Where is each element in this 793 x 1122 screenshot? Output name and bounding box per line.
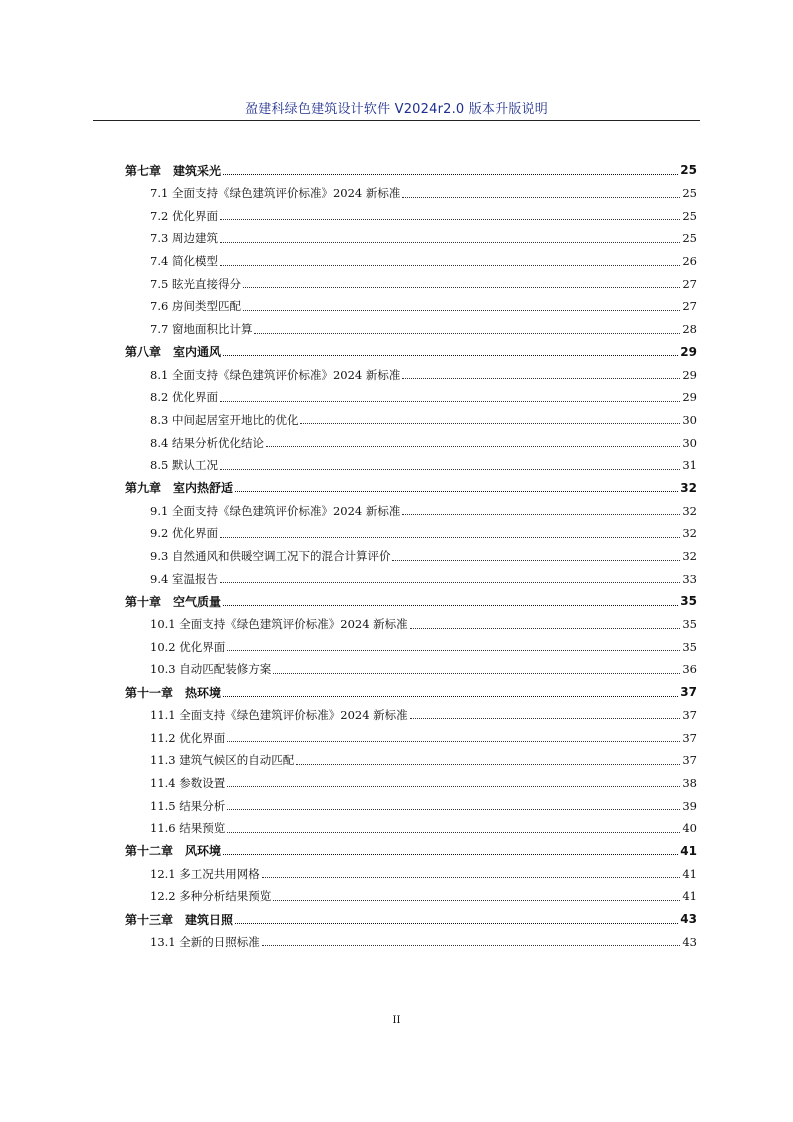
toc-section-entry[interactable] xyxy=(125,272,697,295)
toc-section-entry[interactable] xyxy=(125,522,697,545)
toc-entry-page: 25 xyxy=(682,186,697,201)
toc-entry-page: 25 xyxy=(682,208,697,223)
toc-leader-dots xyxy=(235,923,678,924)
toc-entry-page: 29 xyxy=(682,390,697,405)
toc-entry-page: 30 xyxy=(682,412,697,427)
toc-entry-page: 35 xyxy=(680,594,697,609)
toc-entry-page: 36 xyxy=(682,662,697,677)
toc-entry-page: 28 xyxy=(682,322,697,337)
toc-entry-page: 35 xyxy=(682,639,697,654)
toc-entry-label: 8.4 结果分析优化结论 xyxy=(150,435,264,450)
toc-entry-page: 29 xyxy=(680,344,697,359)
toc-section-entry[interactable] xyxy=(125,204,697,227)
toc-entry-page: 32 xyxy=(682,526,697,541)
toc-leader-dots xyxy=(243,287,680,288)
toc-leader-dots xyxy=(220,401,680,402)
toc-entry-label: 第十三章 建筑日照 xyxy=(125,912,234,927)
toc-section-entry[interactable] xyxy=(125,885,697,908)
toc-entry-label: 7.2 优化界面 xyxy=(150,208,218,223)
toc-leader-dots xyxy=(235,491,678,492)
toc-entry-label: 7.3 周边建筑 xyxy=(150,231,218,246)
toc-entry-page: 37 xyxy=(682,753,697,768)
toc-entry-page: 43 xyxy=(682,934,697,949)
toc-chapter-entry[interactable] xyxy=(125,477,697,500)
toc-leader-dots xyxy=(227,809,680,810)
toc-entry-page: 25 xyxy=(682,231,697,246)
toc-chapter-entry[interactable] xyxy=(125,908,697,931)
toc-section-entry[interactable] xyxy=(125,704,697,727)
toc-entry-label: 第七章 建筑采光 xyxy=(125,163,222,178)
toc-entry-label: 7.6 房间类型匹配 xyxy=(150,299,241,314)
toc-entry-label: 第十章 空气质量 xyxy=(125,594,222,609)
toc-entry-label: 9.1 全面支持《绿色建筑评价标准》2024 新标准 xyxy=(150,503,401,518)
toc-entry-page: 32 xyxy=(682,549,697,564)
toc-entry-page: 39 xyxy=(682,798,697,813)
toc-entry-page: 38 xyxy=(682,775,697,790)
toc-section-entry[interactable] xyxy=(125,431,697,454)
toc-entry-label: 7.5 眩光直接得分 xyxy=(150,276,241,291)
toc-entry-page: 33 xyxy=(682,571,697,586)
toc-entry-page: 41 xyxy=(682,866,697,881)
toc-leader-dots xyxy=(273,673,680,674)
toc-leader-dots xyxy=(223,355,678,356)
toc-entry-label: 第九章 室内热舒适 xyxy=(125,481,234,496)
toc-entry-label: 10.1 全面支持《绿色建筑评价标准》2024 新标准 xyxy=(150,617,408,632)
toc-leader-dots xyxy=(273,900,680,901)
toc-leader-dots xyxy=(262,877,681,878)
toc-entry-page: 32 xyxy=(682,503,697,518)
toc-leader-dots xyxy=(223,174,678,175)
toc-section-entry[interactable] xyxy=(125,749,697,772)
toc-leader-dots xyxy=(410,718,681,719)
toc-chapter-entry[interactable] xyxy=(125,681,697,704)
toc-entry-label: 8.5 默认工况 xyxy=(150,458,218,473)
toc-entry-label: 11.2 优化界面 xyxy=(150,730,226,745)
toc-leader-dots xyxy=(220,219,680,220)
toc-leader-dots xyxy=(220,242,680,243)
toc-leader-dots xyxy=(223,854,678,855)
toc-entry-page: 43 xyxy=(680,912,697,927)
toc-entry-label: 第十一章 热环境 xyxy=(125,685,222,700)
toc-section-entry[interactable] xyxy=(125,930,697,953)
toc-entry-label: 11.1 全面支持《绿色建筑评价标准》2024 新标准 xyxy=(150,707,408,722)
toc-section-entry[interactable] xyxy=(125,567,697,590)
toc-entry-label: 第十二章 风环境 xyxy=(125,844,222,859)
toc-entry-page: 37 xyxy=(682,707,697,722)
table-of-contents xyxy=(125,159,697,953)
toc-entry-label: 11.6 结果预览 xyxy=(150,821,226,836)
toc-chapter-entry[interactable] xyxy=(125,590,697,613)
toc-leader-dots xyxy=(402,514,680,515)
toc-entry-page: 37 xyxy=(680,685,697,700)
toc-section-entry[interactable] xyxy=(125,658,697,681)
toc-section-entry[interactable] xyxy=(125,227,697,250)
toc-entry-page: 40 xyxy=(682,821,697,836)
toc-entry-page: 41 xyxy=(680,843,697,858)
toc-section-entry[interactable] xyxy=(125,726,697,749)
toc-section-entry[interactable] xyxy=(125,363,697,386)
toc-section-entry[interactable] xyxy=(125,817,697,840)
toc-section-entry[interactable] xyxy=(125,409,697,432)
toc-entry-page: 41 xyxy=(682,889,697,904)
toc-entry-label: 12.1 多工况共用网格 xyxy=(150,866,260,881)
toc-section-entry[interactable] xyxy=(125,862,697,885)
toc-section-entry[interactable] xyxy=(125,613,697,636)
toc-section-entry[interactable] xyxy=(125,772,697,795)
toc-leader-dots xyxy=(227,650,680,651)
toc-leader-dots xyxy=(227,741,680,742)
toc-section-entry[interactable] xyxy=(125,545,697,568)
toc-section-entry[interactable] xyxy=(125,454,697,477)
toc-entry-page: 37 xyxy=(682,730,697,745)
header-divider xyxy=(93,120,700,121)
toc-entry-label: 第八章 室内通风 xyxy=(125,345,222,360)
toc-entry-label: 9.2 优化界面 xyxy=(150,526,218,541)
toc-section-entry[interactable] xyxy=(125,318,697,341)
toc-entry-page: 31 xyxy=(682,458,697,473)
toc-section-entry[interactable] xyxy=(125,182,697,205)
toc-section-entry[interactable] xyxy=(125,794,697,817)
toc-leader-dots xyxy=(220,469,680,470)
toc-entry-page: 25 xyxy=(680,163,697,178)
toc-leader-dots xyxy=(262,945,681,946)
toc-entry-page: 32 xyxy=(680,480,697,495)
toc-entry-label: 7.1 全面支持《绿色建筑评价标准》2024 新标准 xyxy=(150,186,401,201)
toc-chapter-entry[interactable] xyxy=(125,840,697,863)
toc-leader-dots xyxy=(410,628,681,629)
toc-entry-label: 7.4 简化模型 xyxy=(150,254,218,269)
toc-leader-dots xyxy=(227,786,680,787)
toc-entry-label: 11.4 参数设置 xyxy=(150,775,226,790)
toc-leader-dots xyxy=(243,310,680,311)
toc-entry-page: 35 xyxy=(682,617,697,632)
toc-section-entry[interactable] xyxy=(125,250,697,273)
toc-leader-dots xyxy=(392,560,680,561)
toc-section-entry[interactable] xyxy=(125,635,697,658)
toc-leader-dots xyxy=(300,423,680,424)
toc-leader-dots xyxy=(223,696,678,697)
toc-entry-page: 30 xyxy=(682,435,697,450)
toc-leader-dots xyxy=(402,197,680,198)
toc-entry-page: 27 xyxy=(682,276,697,291)
page-header-title: 盈建科绿色建筑设计软件 V2024r2.0 版本升版说明 xyxy=(245,102,548,117)
toc-section-entry[interactable] xyxy=(125,499,697,522)
toc-chapter-entry[interactable] xyxy=(125,341,697,364)
toc-leader-dots xyxy=(223,605,678,606)
toc-entry-label: 8.1 全面支持《绿色建筑评价标准》2024 新标准 xyxy=(150,367,401,382)
toc-entry-label: 9.4 室温报告 xyxy=(150,571,218,586)
toc-entry-page: 29 xyxy=(682,367,697,382)
page-number: II xyxy=(392,1015,401,1026)
toc-leader-dots xyxy=(220,582,680,583)
toc-chapter-entry[interactable] xyxy=(125,159,697,182)
toc-leader-dots xyxy=(402,378,680,379)
toc-leader-dots xyxy=(254,333,680,334)
toc-leader-dots xyxy=(220,265,680,266)
toc-entry-label: 12.2 多种分析结果预览 xyxy=(150,889,272,904)
toc-entry-label: 7.7 窗地面积比计算 xyxy=(150,322,253,337)
toc-leader-dots xyxy=(296,764,680,765)
toc-entry-label: 10.3 自动匹配装修方案 xyxy=(150,662,272,677)
toc-entry-page: 27 xyxy=(682,299,697,314)
toc-section-entry[interactable] xyxy=(125,386,697,409)
toc-leader-dots xyxy=(266,446,680,447)
toc-entry-label: 11.3 建筑气候区的自动匹配 xyxy=(150,753,295,768)
toc-section-entry[interactable] xyxy=(125,295,697,318)
toc-entry-label: 13.1 全新的日照标准 xyxy=(150,934,260,949)
toc-entry-label: 8.3 中间起居室开地比的优化 xyxy=(150,412,299,427)
toc-entry-label: 10.2 优化界面 xyxy=(150,639,226,654)
toc-leader-dots xyxy=(220,537,680,538)
toc-entry-page: 26 xyxy=(682,254,697,269)
toc-entry-label: 9.3 自然通风和供暖空调工况下的混合计算评价 xyxy=(150,549,391,564)
toc-entry-label: 8.2 优化界面 xyxy=(150,390,218,405)
toc-leader-dots xyxy=(227,832,680,833)
toc-entry-label: 11.5 结果分析 xyxy=(150,798,226,813)
